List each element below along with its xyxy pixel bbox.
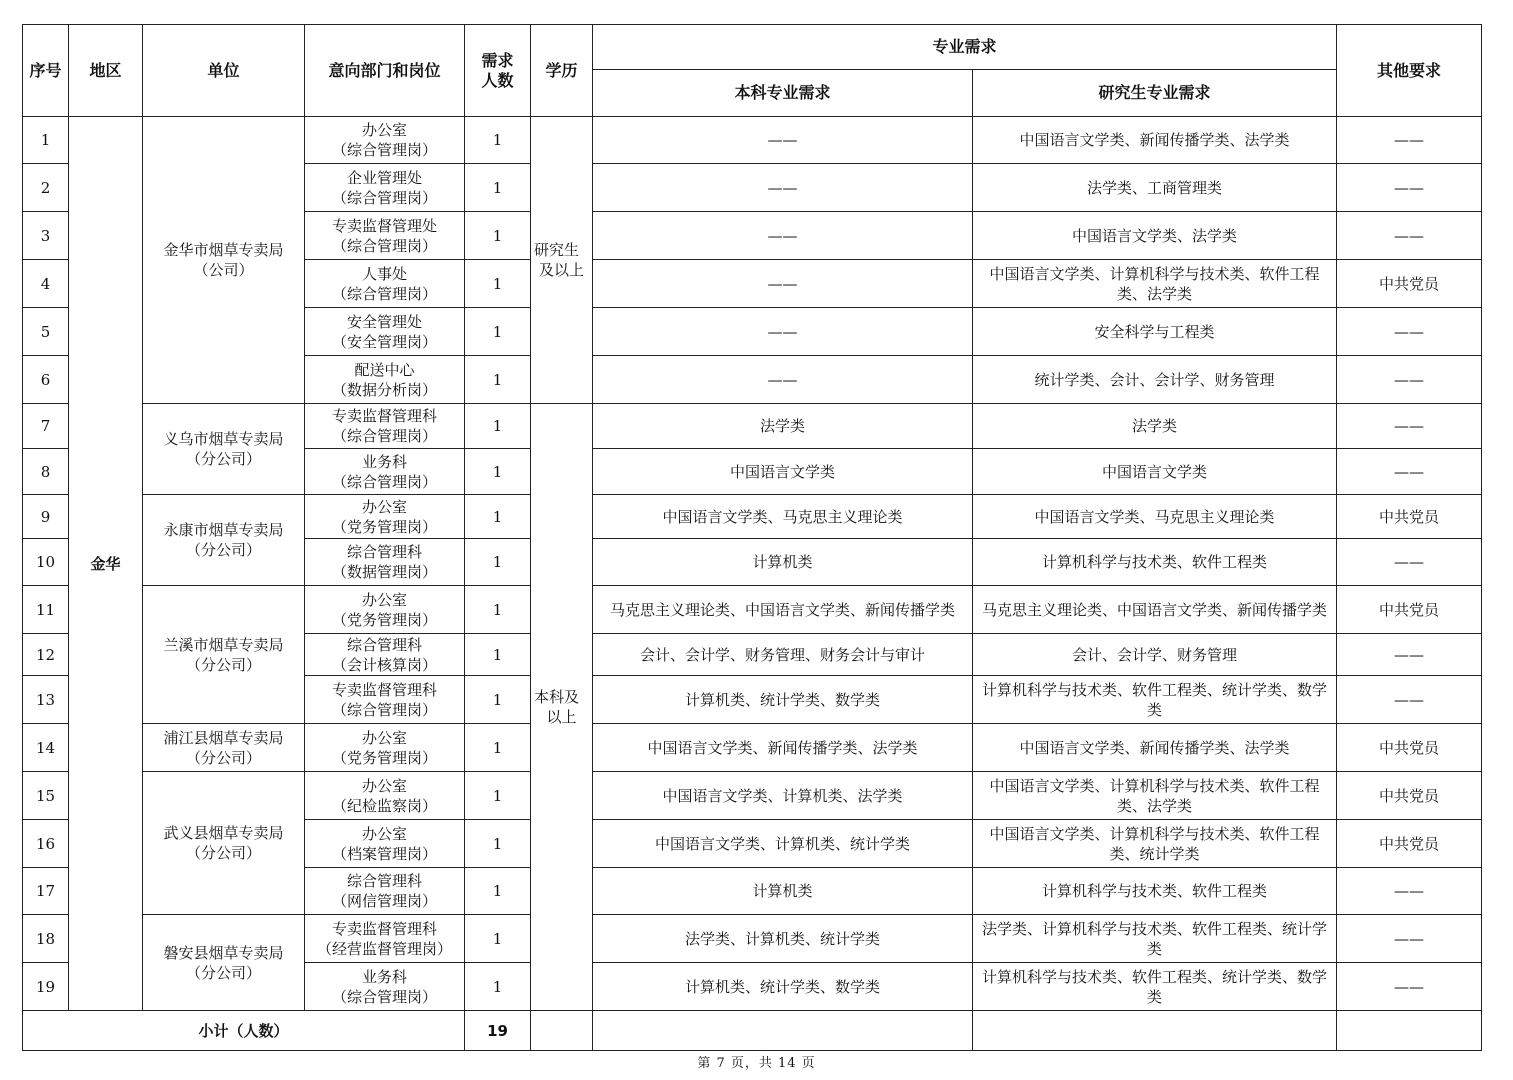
graduate-major: 马克思主义理论类、中国语言文学类、新闻传播学类 [973, 586, 1337, 634]
row-number: 13 [23, 676, 69, 724]
dept-post-cell [305, 495, 465, 539]
subtotal-value: 19 [465, 1011, 531, 1051]
unit-type: （分公司） [185, 655, 261, 674]
subtotal-empty-cell [593, 1011, 973, 1051]
dept-post-cell [305, 117, 465, 164]
row-number: 6 [23, 356, 69, 404]
unit-name: 武义县烟草专卖局 [163, 824, 284, 842]
other-requirement: —— [1337, 164, 1482, 212]
unit-type: （分公司） [185, 748, 261, 767]
graduate-major: 法学类 [973, 404, 1337, 449]
education-line: 本科及 [534, 688, 580, 706]
other-requirement: —— [1337, 963, 1482, 1011]
other-requirement: 中共党员 [1337, 586, 1482, 634]
region-cell: 金华 [69, 117, 143, 1011]
header-other: 其他要求 [1337, 25, 1482, 117]
graduate-major: 计算机科学与技术类、软件工程类 [973, 868, 1337, 915]
row-number: 9 [23, 495, 69, 539]
bachelor-major: 计算机类、统计学类、数学类 [593, 963, 973, 1011]
bachelor-major: —— [593, 212, 973, 260]
education-cell [531, 117, 593, 404]
page-footer: 第 7 页，共 14 页 [697, 1056, 816, 1071]
subtotal-empty-cell [973, 1011, 1337, 1051]
demand-count: 1 [465, 212, 531, 260]
row-number: 11 [23, 586, 69, 634]
post-name: （综合管理岗） [331, 236, 437, 255]
other-requirement: 中共党员 [1337, 772, 1482, 820]
other-requirement: 中共党员 [1337, 260, 1482, 308]
row-number: 3 [23, 212, 69, 260]
bachelor-major: 中国语言文学类、新闻传播学类、法学类 [593, 724, 973, 772]
table-row [23, 772, 1482, 820]
other-requirement: —— [1337, 449, 1482, 495]
row-number: 15 [23, 772, 69, 820]
row-number: 10 [23, 539, 69, 586]
post-name: （综合管理岗） [331, 472, 437, 491]
header-dept: 意向部门和岗位 [305, 25, 465, 117]
row-number: 8 [23, 449, 69, 495]
graduate-major: 中国语言文学类、计算机科学与技术类、软件工程类、统计学类 [973, 820, 1337, 868]
unit-name: 兰溪市烟草专卖局 [163, 635, 284, 654]
dept-name: 业务科 [361, 452, 407, 471]
post-name: （党务管理岗） [331, 748, 437, 767]
dept-name: 业务科 [361, 967, 407, 986]
other-requirement: —— [1337, 404, 1482, 449]
dept-name: 办公室 [361, 590, 407, 609]
row-number: 1 [23, 117, 69, 164]
dept-name: 综合管理科 [346, 635, 422, 654]
post-name: （安全管理岗） [331, 332, 437, 351]
row-number: 12 [23, 634, 69, 676]
graduate-major: 中国语言文学类、计算机科学与技术类、软件工程类、法学类 [973, 260, 1337, 308]
demand-count: 1 [465, 308, 531, 356]
bachelor-major: 马克思主义理论类、中国语言文学类、新闻传播学类 [593, 586, 973, 634]
subtotal-empty-cell [1337, 1011, 1482, 1051]
post-name: （经营监督管理岗） [316, 939, 452, 958]
education-cell [531, 404, 593, 1011]
unit-cell [143, 724, 305, 772]
post-name: （网信管理岗） [331, 892, 437, 910]
row-number: 7 [23, 404, 69, 449]
bachelor-major: 中国语言文学类、计算机类、统计学类 [593, 820, 973, 868]
dept-name: 专卖监督管理处 [331, 216, 437, 235]
post-name: （综合管理岗） [331, 987, 437, 1006]
demand-count: 1 [465, 539, 531, 586]
recruitment-table [22, 24, 1482, 1051]
header-graduate: 研究生专业需求 [973, 70, 1337, 117]
unit-type: （公司） [193, 261, 254, 279]
dept-name: 办公室 [361, 497, 407, 516]
demand-count: 1 [465, 117, 531, 164]
other-requirement: —— [1337, 634, 1482, 676]
unit-cell [143, 404, 305, 495]
dept-post-cell [305, 676, 465, 724]
table-row [23, 495, 1482, 539]
header-count: 需求人数 [465, 25, 531, 117]
dept-name: 办公室 [361, 728, 407, 747]
graduate-major: 中国语言文学类、计算机科学与技术类、软件工程类、法学类 [973, 772, 1337, 820]
bachelor-major: 法学类、计算机类、统计学类 [593, 915, 973, 963]
unit-cell [143, 915, 305, 1011]
unit-type: （分公司） [185, 844, 261, 862]
unit-cell [143, 495, 305, 586]
other-requirement: —— [1337, 212, 1482, 260]
graduate-major: 计算机科学与技术类、软件工程类 [973, 539, 1337, 586]
row-number: 16 [23, 820, 69, 868]
post-name: （数据管理岗） [331, 563, 437, 581]
unit-cell [143, 586, 305, 724]
demand-count: 1 [465, 915, 531, 963]
education-line: 研究生 [534, 241, 580, 259]
unit-name: 金华市烟草专卖局 [163, 241, 284, 259]
dept-name: 综合管理科 [346, 872, 422, 890]
education-line: 以上 [546, 708, 577, 726]
dept-name: 办公室 [361, 121, 407, 139]
demand-count: 1 [465, 586, 531, 634]
other-requirement: —— [1337, 356, 1482, 404]
demand-count: 1 [465, 634, 531, 676]
unit-name: 义乌市烟草专卖局 [163, 430, 284, 448]
other-requirement: —— [1337, 676, 1482, 724]
table-row [23, 724, 1482, 772]
demand-count: 1 [465, 724, 531, 772]
other-requirement: —— [1337, 308, 1482, 356]
dept-post-cell [305, 164, 465, 212]
dept-post-cell [305, 212, 465, 260]
bachelor-major: —— [593, 356, 973, 404]
bachelor-major: 会计、会计学、财务管理、财务会计与审计 [593, 634, 973, 676]
row-number: 2 [23, 164, 69, 212]
table-body [23, 117, 1482, 1011]
other-requirement: —— [1337, 915, 1482, 963]
demand-count: 1 [465, 164, 531, 212]
dept-post-cell [305, 404, 465, 449]
dept-name: 办公室 [361, 824, 407, 843]
dept-name: 人事处 [361, 264, 407, 283]
demand-count: 1 [465, 260, 531, 308]
dept-post-cell [305, 449, 465, 495]
unit-name: 永康市烟草专卖局 [163, 521, 284, 539]
dept-post-cell [305, 724, 465, 772]
header-region: 地区 [69, 25, 143, 117]
graduate-major: 法学类、工商管理类 [973, 164, 1337, 212]
table-row [23, 117, 1482, 164]
row-number: 5 [23, 308, 69, 356]
post-name: （综合管理岗） [331, 284, 437, 303]
bachelor-major: 计算机类 [593, 868, 973, 915]
graduate-major: 中国语言文学类 [973, 449, 1337, 495]
dept-post-cell [305, 586, 465, 634]
demand-count: 1 [465, 495, 531, 539]
dept-name: 企业管理处 [346, 168, 422, 187]
graduate-major: 中国语言文学类、新闻传播学类、法学类 [973, 117, 1337, 164]
dept-post-cell [305, 634, 465, 676]
bachelor-major: —— [593, 260, 973, 308]
bachelor-major: 计算机类 [593, 539, 973, 586]
dept-name: 配送中心 [354, 360, 415, 379]
bachelor-major: 法学类 [593, 404, 973, 449]
other-requirement: —— [1337, 868, 1482, 915]
subtotal-empty-cell [531, 1011, 593, 1051]
demand-count: 1 [465, 868, 531, 915]
unit-name: 浦江县烟草专卖局 [163, 728, 284, 747]
post-name: （综合管理岗） [331, 141, 437, 159]
post-name: （党务管理岗） [331, 517, 437, 536]
graduate-major: 会计、会计学、财务管理 [973, 634, 1337, 676]
demand-count: 1 [465, 820, 531, 868]
graduate-major: 计算机科学与技术类、软件工程类、统计学类、数学类 [973, 963, 1337, 1011]
demand-count: 1 [465, 449, 531, 495]
dept-name: 专卖监督管理科 [331, 919, 437, 938]
graduate-major: 统计学类、会计、会计学、财务管理 [973, 356, 1337, 404]
graduate-major: 中国语言文学类、新闻传播学类、法学类 [973, 724, 1337, 772]
row-number: 18 [23, 915, 69, 963]
dept-post-cell [305, 915, 465, 963]
header-major: 专业需求 [593, 25, 1337, 70]
other-requirement: 中共党员 [1337, 495, 1482, 539]
post-name: （会计核算岗） [331, 655, 437, 674]
bachelor-major: —— [593, 308, 973, 356]
demand-count: 1 [465, 772, 531, 820]
bachelor-major: 中国语言文学类 [593, 449, 973, 495]
bachelor-major: —— [593, 164, 973, 212]
dept-post-cell [305, 356, 465, 404]
post-name: （纪检监察岗） [331, 796, 437, 815]
dept-name: 安全管理处 [346, 312, 422, 331]
dept-post-cell [305, 820, 465, 868]
graduate-major: 法学类、计算机科学与技术类、软件工程类、统计学类 [973, 915, 1337, 963]
bachelor-major: 中国语言文学类、计算机类、法学类 [593, 772, 973, 820]
post-name: （档案管理岗） [331, 844, 437, 863]
unit-cell [143, 117, 305, 404]
education-line: 及以上 [538, 261, 584, 279]
post-name: （数据分析岗） [331, 380, 437, 399]
subtotal-label: 小计（人数） [23, 1011, 465, 1051]
row-number: 19 [23, 963, 69, 1011]
dept-post-cell [305, 772, 465, 820]
post-name: （综合管理岗） [331, 188, 437, 207]
dept-post-cell [305, 308, 465, 356]
row-number: 17 [23, 868, 69, 915]
header-unit: 单位 [143, 25, 305, 117]
dept-name: 办公室 [361, 776, 407, 795]
row-number: 14 [23, 724, 69, 772]
other-requirement: —— [1337, 539, 1482, 586]
unit-type: （分公司） [185, 541, 261, 559]
post-name: （综合管理岗） [331, 700, 437, 719]
unit-type: （分公司） [185, 963, 261, 982]
dept-name: 专卖监督管理科 [331, 680, 437, 699]
dept-post-cell [305, 539, 465, 586]
dept-post-cell [305, 260, 465, 308]
bachelor-major: 中国语言文学类、马克思主义理论类 [593, 495, 973, 539]
bachelor-major: —— [593, 117, 973, 164]
other-requirement: —— [1337, 117, 1482, 164]
other-requirement: 中共党员 [1337, 724, 1482, 772]
unit-name: 磐安县烟草专卖局 [163, 943, 284, 962]
dept-name: 综合管理科 [346, 543, 422, 561]
dept-post-cell [305, 963, 465, 1011]
graduate-major: 计算机科学与技术类、软件工程类、统计学类、数学类 [973, 676, 1337, 724]
post-name: （党务管理岗） [331, 610, 437, 629]
graduate-major: 安全科学与工程类 [973, 308, 1337, 356]
dept-name: 专卖监督管理科 [331, 407, 437, 425]
graduate-major: 中国语言文学类、马克思主义理论类 [973, 495, 1337, 539]
unit-type: （分公司） [185, 450, 261, 468]
header-education: 学历 [531, 25, 593, 117]
dept-post-cell [305, 868, 465, 915]
post-name: （综合管理岗） [331, 427, 437, 445]
table-row [23, 404, 1482, 449]
bachelor-major: 计算机类、统计学类、数学类 [593, 676, 973, 724]
other-requirement: 中共党员 [1337, 820, 1482, 868]
demand-count: 1 [465, 963, 531, 1011]
graduate-major: 中国语言文学类、法学类 [973, 212, 1337, 260]
table-row [23, 586, 1482, 634]
unit-cell [143, 772, 305, 915]
demand-count: 1 [465, 404, 531, 449]
demand-count: 1 [465, 676, 531, 724]
header-no: 序号 [23, 25, 69, 117]
demand-count: 1 [465, 356, 531, 404]
row-number: 4 [23, 260, 69, 308]
header-bachelor: 本科专业需求 [593, 70, 973, 117]
table-row [23, 915, 1482, 963]
